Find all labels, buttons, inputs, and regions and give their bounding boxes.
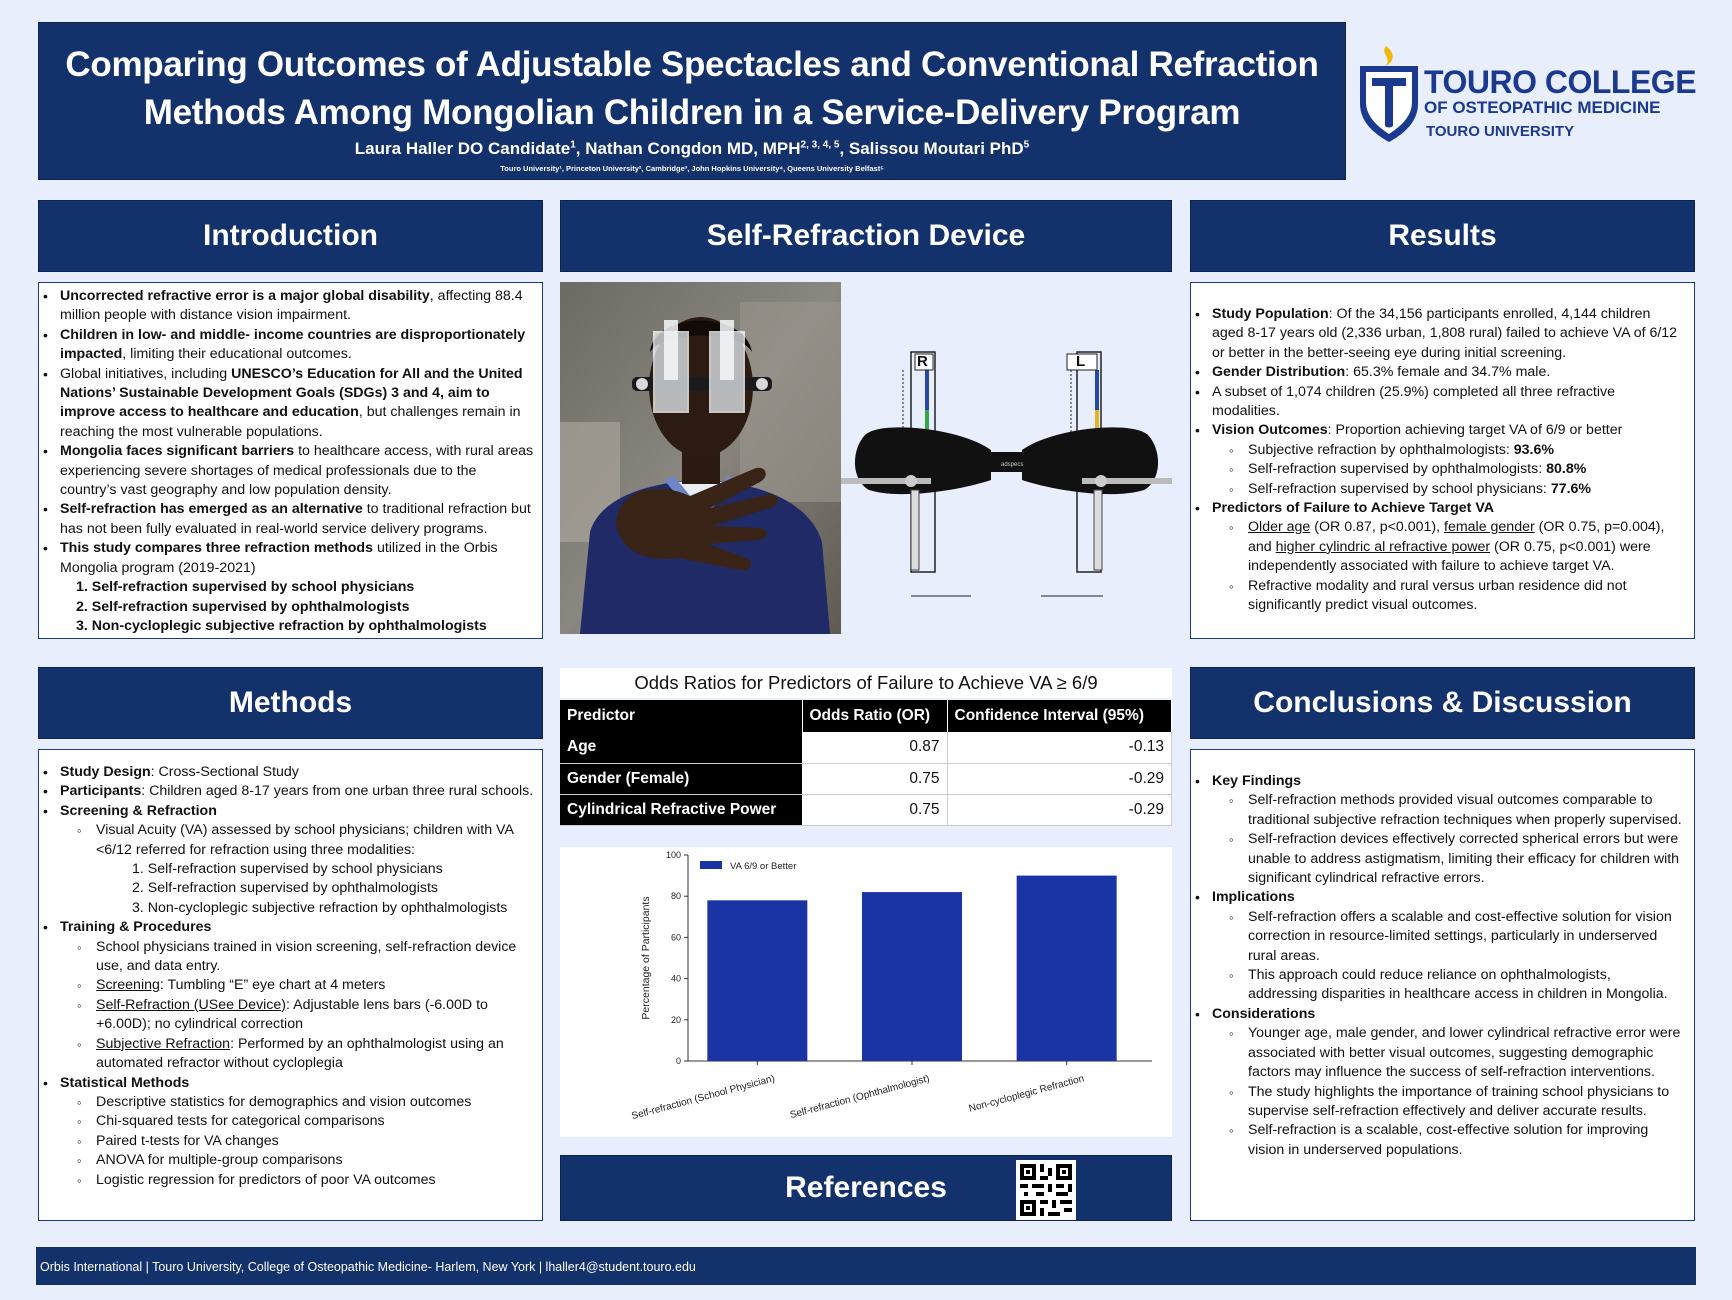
author-1: Laura Haller DO Candidate: [354, 139, 571, 158]
results-header: Results: [1190, 200, 1695, 272]
list-item: ◦ Subjective refraction by ophthalmologists: 93.6%: [1193, 441, 1684, 460]
list-item: ◦ Descriptive statistics for demographics and vision outcomes: [41, 1093, 534, 1112]
legend-label: VA 6/9 or Better: [730, 861, 797, 872]
list-item: 3. Non-cycloplegic subjective refraction by ophthalmologists: [76, 617, 487, 634]
author-3: Salissou Moutari PhD: [848, 139, 1024, 158]
bar: [1017, 876, 1117, 1061]
author-2: Nathan Congdon MD, MPH: [585, 139, 801, 158]
y-tick-label: 100: [665, 850, 681, 860]
column-header: Predictor: [560, 700, 802, 732]
list-item: • Gender Distribution: 65.3% female and 34.7% male.: [1193, 363, 1684, 382]
list-item: • Mongolia faces significant barriers to healthcare access, with rural areas experiencing severe shortages of medical professionals due to the country’s vast geography and low population density.: [41, 442, 534, 500]
methods-panel: [38, 749, 543, 1221]
list-item: ◦ Older age (OR 0.87, p<0.001), female gender (OR 0.75, p=0.004), and higher cylindric al refractive power (OR 0.75, p<0.001) were independently associated with failure to achieve target VA.: [1193, 518, 1684, 576]
list-item: • This study compares three refraction methods utilized in the Orbis Mongolia program (2019-2021): [41, 539, 534, 578]
list-item: ◦ ANOVA for multiple-group comparisons: [41, 1151, 534, 1170]
table-header-row: [560, 700, 1172, 732]
conclusions-panel: [1190, 749, 1695, 1221]
x-tick-label: Self-refraction (School Physician): [630, 1073, 777, 1123]
child-photo: [560, 282, 841, 634]
list-item: • Considerations: [1193, 1005, 1684, 1024]
y-tick-label: 0: [675, 1056, 681, 1066]
results-list: [1193, 305, 1684, 616]
odds-ratio-table: [560, 700, 1172, 826]
list-item: ◦ Self-refraction supervised by ophthalmologists: 80.8%: [1193, 460, 1684, 479]
list-item: • A subset of 1,074 children (25.9%) completed all three refractive modalities.: [1193, 383, 1684, 422]
list-item: 2. Self-refraction supervised by ophthalmologists: [76, 598, 410, 615]
list-item: • Uncorrected refractive error is a major global disability, affecting 88.4 million people with distance vision impairment.: [41, 287, 534, 326]
table-row: Age 0.87 -0.13: [560, 732, 1172, 763]
bar: [862, 892, 962, 1061]
list-item: • Training & Procedures: [41, 918, 534, 937]
list-item: • Study Population: Of the 34,156 participants enrolled, 4,144 children aged 8-17 years old (2,336 urban, 1,808 rural) failed to achieve VA of 6/12 or better in the better-seeing eye during initial screening.: [1193, 305, 1684, 363]
authors: Laura Haller DO Candidate$^1$, Nathan Congdon MD, MPH$^{2, 3, 4, 5}$, Salissou Moutari PhD$^5$: [354, 139, 1030, 158]
table-title: Odds Ratios for Predictors of Failure to Achieve VA ≥ 6/9: [560, 668, 1172, 698]
column-header: Odds Ratio (OR): [802, 700, 947, 732]
y-tick-label: 20: [670, 1014, 681, 1025]
x-tick-label: Self-refraction (Ophthalmologist): [788, 1073, 931, 1122]
list-item: ◦ Refractive modality and rural versus urban residence did not significantly predict visual outcomes.: [1193, 577, 1684, 616]
list-item: • Participants: Children aged 8-17 years from one urban three rural schools.: [41, 782, 534, 801]
introduction-panel: [38, 282, 543, 639]
list-item: 2. Self-refraction supervised by ophthalmologists: [132, 880, 438, 897]
list-item: ◦ Self-Refraction (USee Device): Adjustable lens bars (-6.00D to +6.00D); no cylindrical correction: [41, 996, 534, 1035]
list-item: ◦ Paired t-tests for VA changes: [41, 1132, 534, 1151]
list-item: • Screening & Refraction: [41, 802, 534, 821]
conclusions-header: Conclusions & Discussion: [1190, 667, 1695, 739]
logo-line2: OF OSTEOPATHIC MEDICINE: [1424, 98, 1661, 117]
touro-logo: [1356, 44, 1726, 154]
list-item: ◦ Logistic regression for predictors of poor VA outcomes: [41, 1171, 534, 1190]
table-row: Cylindrical Refractive Power 0.75 -0.29: [560, 794, 1172, 825]
affiliations: Touro University¹, Princeton University², Cambridge³, John Hopkins University⁴, Queens University Belfast⁵: [500, 164, 884, 173]
list-item: • Study Design: Cross-Sectional Study: [41, 763, 534, 782]
list-item: ◦ This approach could reduce reliance on ophthalmologists, addressing disparities in healthcare access in children in Mongolia.: [1193, 966, 1684, 1005]
device-illustration: [841, 340, 1172, 610]
device-header: Self-Refraction Device: [560, 200, 1172, 272]
lens-left-label: L: [1076, 353, 1086, 370]
list-item: • Predictors of Failure to Achieve Target VA: [1193, 499, 1684, 518]
methods-header: Methods: [38, 667, 543, 739]
list-item: • Vision Outcomes: Proportion achieving target VA of 6/9 or better: [1193, 421, 1684, 440]
list-item: ◦ Screening: Tumbling “E” eye chart at 4 meters: [41, 976, 534, 995]
list-item: ◦ Self-refraction devices effectively corrected spherical errors but were unable to address astigmatism, limiting their efficacy for children with significant cylindrical refractive errors.: [1193, 830, 1684, 888]
poster-title-line1: Comparing Outcomes of Adjustable Spectacles and Conventional Refraction: [65, 45, 1319, 84]
list-item: ◦ Self-refraction supervised by school physicians: 77.6%: [1193, 480, 1684, 499]
list-item: ◦ Self-refraction methods provided visual outcomes comparable to traditional subjective refraction techniques when properly supervised.: [1193, 791, 1684, 830]
list-item: ◦ Visual Acuity (VA) assessed by school physicians; children with VA <6/12 referred for refraction using three modalities:: [41, 821, 534, 860]
title-bar: [38, 22, 1346, 180]
list-item: ◦ Subjective Refraction: Performed by an ophthalmologist using an automated refractor without cycloplegia: [41, 1035, 534, 1074]
y-tick-label: 80: [670, 891, 681, 902]
references-title: References: [785, 1171, 947, 1204]
results-panel: [1190, 282, 1695, 639]
list-item: ◦ Self-refraction offers a scalable and cost-effective solution for vision correction in resource-limited settings, particularly in underserved rural areas.: [1193, 908, 1684, 966]
references-header: [560, 1155, 1172, 1221]
introduction-header: Introduction: [38, 200, 543, 272]
lens-right-label: R: [917, 353, 928, 370]
list-item: • Statistical Methods: [41, 1074, 534, 1093]
introduction-list: [41, 287, 534, 636]
list-item: • Key Findings: [1193, 772, 1684, 791]
qr-code-graphic: [1020, 1164, 1072, 1216]
child-with-spectacles-image: [560, 282, 841, 634]
device-brand: adspecs: [1001, 462, 1024, 468]
x-tick-label: Non-cycloplegic Refraction: [967, 1073, 1086, 1115]
bar: [707, 900, 807, 1061]
logo-line3: TOURO UNIVERSITY: [1426, 123, 1575, 140]
list-item: ◦ Chi-squared tests for categorical comparisons: [41, 1112, 534, 1131]
logo-line1: TOURO COLLEGE: [1424, 64, 1697, 100]
list-item: • Self-refraction has emerged as an alternative to traditional refraction but has not been fully evaluated in real-world service delivery programs.: [41, 500, 534, 539]
footer: [36, 1247, 1696, 1285]
adjustable-spectacles-icon: [841, 340, 1172, 610]
bar-chart-panel: [560, 847, 1172, 1137]
list-item: 1. Self-refraction supervised by school physicians: [76, 579, 415, 596]
poster-title-line2: Methods Among Mongolian Children in a Service-Delivery Program: [143, 93, 1241, 132]
va-bar-chart: [560, 847, 1172, 1137]
list-item: 3. Non-cycloplegic subjective refraction by ophthalmologists: [132, 899, 508, 916]
shield-icon: [1356, 44, 1422, 144]
legend-swatch: [700, 861, 722, 869]
conclusions-list: [1193, 772, 1684, 1160]
list-item: 1. Self-refraction supervised by school physicians: [132, 861, 443, 878]
qr-code-icon[interactable]: [1016, 1160, 1076, 1220]
list-item: • Global initiatives, including UNESCO’s Education for All and the United Nations’ Sustainable Development Goals (SDGs) 3 and 4, aim to improve access to healthcare and education, but challenges remain in reaching the most vulnerable populations.: [41, 365, 534, 443]
list-item: ◦ Self-refraction is a scalable, cost-effective solution for improving vision in underserved populations.: [1193, 1121, 1684, 1160]
table-row: Gender (Female) 0.75 -0.29: [560, 763, 1172, 794]
column-header: Confidence Interval (95%): [947, 700, 1172, 732]
list-item: ◦ Younger age, male gender, and lower cylindrical refractive error were associated with better visual outcomes, suggesting demographic factors may influence the success of self-refraction interventions.: [1193, 1024, 1684, 1082]
y-axis-label: Percentage of Participants: [640, 896, 652, 1020]
y-tick-label: 40: [670, 973, 681, 984]
list-item: • Children in low- and middle- income countries are disproportionately impacted, limiting their educational outcomes.: [41, 326, 534, 365]
footer-text: Orbis International | Touro University, College of Osteopathic Medicine- Harlem, New York | lhaller4@student.touro.edu: [40, 1260, 696, 1274]
methods-list: [41, 763, 534, 1190]
list-item: ◦ The study highlights the importance of training school physicians to supervise self-refraction effectively and deliver accurate results.: [1193, 1083, 1684, 1122]
y-tick-label: 60: [670, 932, 681, 943]
list-item: ◦ School physicians trained in vision screening, self-refraction device use, and data entry.: [41, 938, 534, 977]
list-item: • Implications: [1193, 888, 1684, 907]
